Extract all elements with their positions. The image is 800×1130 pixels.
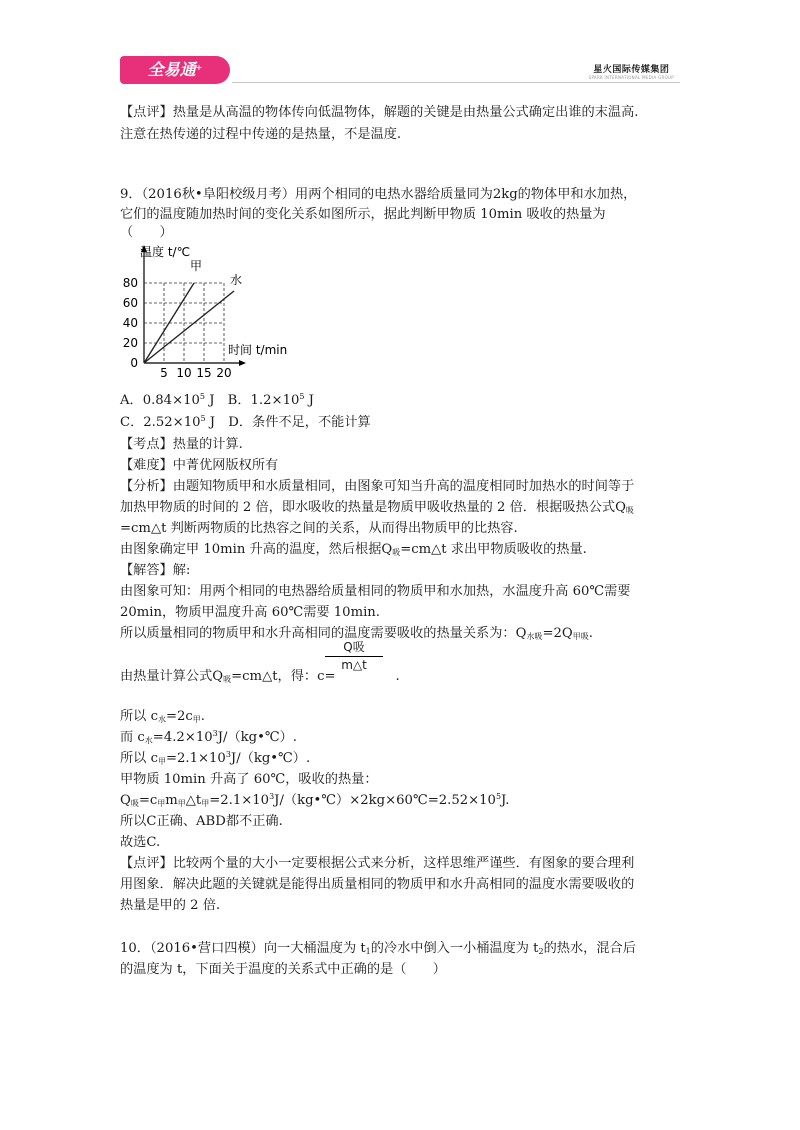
x-tick-15: 15 xyxy=(196,366,212,380)
x-tick-5: 5 xyxy=(160,366,168,380)
q9-analysis-2: 加热甲物质的时间的 2 倍，即水吸收的热量是物质甲吸收热量的 2 倍．根据吸热公式Q吸 xyxy=(120,500,634,515)
brand-logo: 全易通+ xyxy=(120,56,230,84)
q9-solution-5: 所以 c水=2c甲. xyxy=(120,709,205,724)
q9-solution-2: 20min，物质甲温度升高 60℃需要 10min. xyxy=(120,605,380,620)
publisher-brand xyxy=(589,62,674,80)
q9-stem-line-1: 9．（2016秋•阜阳校级月考）用两个相同的电热水器给质量同为2kg的物体甲和水加热， xyxy=(120,187,637,202)
q9-analysis-3: =cm△t 判断两物质的比热容之间的关系，从而得出物质甲的比热容. xyxy=(120,521,518,536)
y-tick-40: 40 xyxy=(122,316,138,330)
prev-review-line-1: 【点评】热量是从高温的物体传向低温物体，解题的关键是由热量公式确定出谁的末温高. xyxy=(120,105,639,120)
q9-solution-9: Q吸=c甲m甲△t甲$=2.1\times 10^3J/(kg•℃)\times 2kg\times 60℃=2.52\times 10^5J$. xyxy=(120,792,510,808)
fraction-denominator: m△t xyxy=(341,658,367,672)
q9-solution-8: 甲物质 10min 升高了 60℃，吸收的热量： xyxy=(120,772,378,787)
y-axis-label: 温度 t/℃ xyxy=(140,245,191,259)
x-tick-10: 10 xyxy=(176,366,192,380)
publisher-name-en: SPARK INTERNATIONAL MEDIA GROUP xyxy=(588,75,674,80)
q9-solution-1: 由图象可知：用两个相同的电热器给质量相同的物质甲和水加热，水温度升高 60℃需要 xyxy=(120,584,631,599)
q10-stem-line-2: 的温度为 t，下面关于温度的关系式中正确的是（ ） xyxy=(120,962,446,977)
q9-kaodian: 【考点】热量的计算. xyxy=(120,437,243,452)
fraction-bar xyxy=(325,656,383,657)
x-axis-arrow xyxy=(239,360,246,366)
q9-analysis-4: 由图象确定甲 10min 升高的温度，然后根据Q吸=cm△t 求出甲物质吸收的热量. xyxy=(120,542,587,557)
q9-options-cd: C．$2.52\times 10^5$ J D．条件不足，不能计算 xyxy=(120,414,371,430)
q9-nandu: 【难度】中菁优网版权所有 xyxy=(120,458,279,473)
q9-solution-3: 所以质量相同的物质甲和水升高相同的温度需要吸收的热量关系为：Q水吸=2Q甲吸. xyxy=(120,626,593,641)
prev-review-line-2: 注意在热传递的过程中传递的是热量，不是温度. xyxy=(120,127,402,142)
page-header xyxy=(120,56,680,88)
q9-answer-blank: （ ） xyxy=(120,225,173,240)
q9-stem-line-2: 它们的温度随加热时间的变化关系如图所示，据此判断甲物质 10min 吸收的热量为 xyxy=(120,207,606,222)
y-tick-60: 60 xyxy=(122,296,138,310)
q10-stem-line-1: 10．（2016•营口四模）向一大桶温度为 t1的冷水中倒入一小桶温度为 t2的热水，混合后 xyxy=(120,941,636,956)
grid-lines xyxy=(144,283,224,363)
publisher-name: 星火国际传媒集团 xyxy=(593,65,670,75)
q9-solution-11: 故选C. xyxy=(120,835,161,850)
header-divider xyxy=(232,82,680,83)
q9-solution-6: 而 c水$=4.2\times 10^3J/(kg•℃)$. xyxy=(120,729,297,745)
y-tick-20: 20 xyxy=(122,336,138,350)
y-tick-80: 80 xyxy=(122,276,138,290)
q9-solution-7: 所以 c甲$=2.1\times 10^3J/(kg•℃)$. xyxy=(120,750,311,766)
fraction-numerator: Q吸 xyxy=(343,640,365,654)
q9-analysis-1: 【分析】由题知物质甲和水质量相同，由图象可知当升高的温度相同时加热水的时间等于 xyxy=(120,479,635,494)
q9-solution-4: 由热量计算公式Q吸=cm△t，得：c= . xyxy=(120,669,400,684)
q9-solution-10: 所以C正确、ABD都不正确. xyxy=(120,814,283,829)
temperature-time-graph xyxy=(118,240,298,380)
q9-review-3: 热量是甲的 2 倍. xyxy=(120,898,221,913)
q9-options-ab: A．$0.84\times 10^5$ J B．$1.2\times 10^5$ J xyxy=(120,392,314,408)
line-shui xyxy=(144,291,234,363)
q9-solution-head: 【解答】解: xyxy=(120,563,191,578)
q9-review-2: 用图象．解决此题的关键就是能得出质量相同的物质甲和水升高相同的温度水需要吸收的 xyxy=(120,877,635,892)
q9-review-1: 【点评】比较两个量的大小一定要根据公式来分析，这样思维严谨些．有图象的要合理利 xyxy=(120,856,635,871)
line-jia-label: 甲 xyxy=(190,259,203,273)
line-shui-label: 水 xyxy=(230,273,243,287)
y-tick-0: 0 xyxy=(130,356,138,370)
x-axis-label: 时间 t/min xyxy=(228,343,288,357)
x-tick-20: 20 xyxy=(216,366,232,380)
